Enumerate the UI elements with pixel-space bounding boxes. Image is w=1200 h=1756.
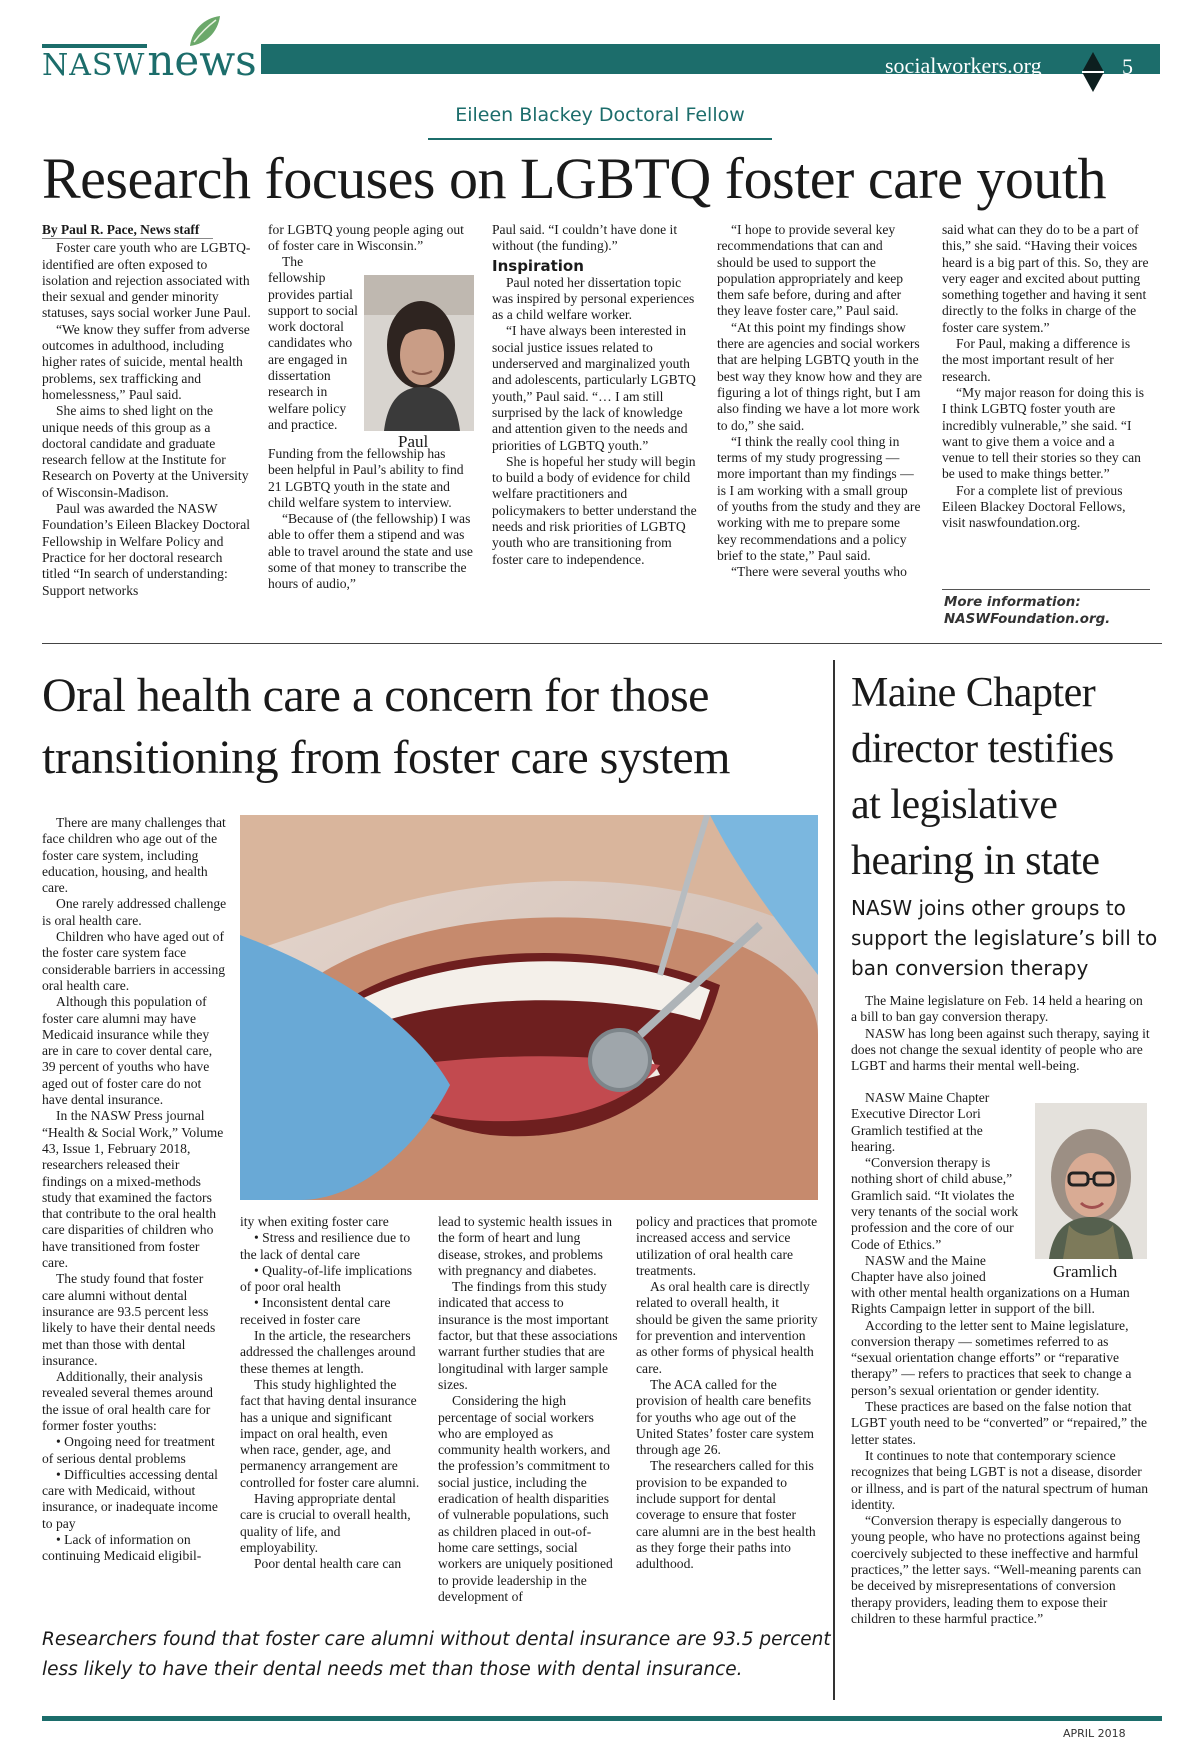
column-divider xyxy=(833,660,835,1700)
bullet-item: • Quality-of-life implications of poor oral health xyxy=(240,1262,413,1295)
footer-bar xyxy=(42,1716,1162,1721)
bullet-item: • Stress and resilience due to the lack of dental care xyxy=(240,1230,411,1262)
story1-column-1 xyxy=(42,222,252,599)
story2-headline-line1: Oral health care a concern for those xyxy=(42,669,709,722)
byline: By Paul R. Pace, News staff xyxy=(42,222,213,239)
section-divider xyxy=(42,643,1162,644)
paul-photo xyxy=(364,275,474,431)
kicker-rule xyxy=(428,138,772,140)
paragraph: “There were several youths who xyxy=(731,564,907,580)
deck-line: ban conversion therapy xyxy=(851,956,1089,980)
paragraph: Paul was awarded the NASW Foundation’s Eileen Blackey Doctoral Fellowship in Welfare Policy and Practice for her doctoral research titled “In search of understanding: Support networks xyxy=(42,501,251,598)
paragraph: For a complete list of previous Eileen Blackey Doctoral Fellows, visit naswfoundation.org. xyxy=(942,482,1126,531)
paragraph: “Because of (the fellowship) I was able to offer them a stipend and was able to travel around the state and use some of that money to transcribe the hours of audio,” xyxy=(268,511,473,592)
deck-line: NASW joins other groups to xyxy=(851,896,1126,920)
paragraph: She aims to shed light on the unique needs of this group as a doctoral candidate and graduate research fellow at the Institute for Research on Poverty at the University of Wisconsin-Madison. xyxy=(42,403,249,500)
story1-column-2-bottom xyxy=(268,446,473,593)
bullet-item: • Inconsistent dental care received in foster care xyxy=(240,1295,391,1327)
bullet-item: • Ongoing need for treatment of serious dental problems xyxy=(42,1434,215,1466)
story2-column-4 xyxy=(636,1214,818,1573)
nasw-news-logo[interactable] xyxy=(40,36,261,85)
logo-news-text: news xyxy=(147,36,260,85)
more-info-rule xyxy=(942,589,1150,590)
paragraph: NASW has long been against such therapy, saying it does not change the sexual identity of people who are LGBT and harms their mental well-being. xyxy=(851,1025,1150,1074)
paragraph: “At this point my findings show there are agencies and social workers that are helping LGBTQ youth in the best way they know how and they are figuring a lot of things right, but I am also finding we have a lot more work to do,” she said. xyxy=(717,319,922,433)
paragraph: In the NASW Press journal “Health & Social Work,” Volume 43, Issue 1, February 2018, researchers released their findings on a mixed-methods study that examined the factors that contribute to the oral health care disparities of children who have transitioned from foster care. xyxy=(42,1108,224,1271)
paragraph: There are many challenges that face children who age out of the foster care system, including education, housing, and health care. xyxy=(42,815,226,896)
story3-wrap xyxy=(851,1090,1027,1286)
story1-column-2-top xyxy=(268,222,473,255)
paragraph: Considering the high percentage of social workers who are employed as community health workers, and the profession’s commitment to social justice, including the eradication of health disparities of vulnerable populations, such as children placed in out-of-home care settings, social workers are uniquely positioned to provide leadership in the development of xyxy=(438,1393,613,1604)
paragraph: Paul noted her dissertation topic was inspired by personal experiences as a child welfare worker. xyxy=(492,274,695,323)
paragraph: Funding from the fellowship has been helpful in Paul’s ability to find 21 LGBTQ youth in the state and child welfare system to interview. xyxy=(268,446,464,510)
story3-headline-line: Maine Chapter xyxy=(851,670,1096,716)
story3-deck xyxy=(851,893,1161,983)
paragraph: Children who have aged out of the foster care system face considerable barriers in accessing oral health care. xyxy=(42,929,226,993)
page-number: 5 xyxy=(1122,54,1133,79)
deck-line: support the legislature’s bill to xyxy=(851,926,1158,950)
paragraph: For Paul, making a difference is the most important result of her research. xyxy=(942,336,1131,384)
paragraph: “I think the really cool thing in terms of my study progressing — more important than my findings — is I am working with a small group of youths from the study and they are working with me to prepare some key recommendations and a policy brief to the state,” Paul said. xyxy=(717,433,921,563)
more-info xyxy=(944,594,1152,628)
dental-photo xyxy=(240,815,818,1200)
paragraph: “We know they suffer from adverse outcomes in adulthood, including higher rates of suicide, mental health problems, sex trafficking and homelessness,” Paul said. xyxy=(42,321,250,402)
gramlich-photo xyxy=(1035,1103,1147,1259)
paragraph: Additionally, their analysis revealed several themes around the issue of oral health care for former foster youths: xyxy=(42,1369,213,1433)
paragraph: “I have always been interested in social justice issues related to underserved and marginalized youth and adolescents, particularly LGBTQ youth,” Paul said. “… I am still surprised by the lack of knowledge and attention given to the needs and priorities of LGBTQ youth.” xyxy=(492,323,696,453)
bullet-item: • Lack of information on continuing Medicaid eligibil- xyxy=(42,1532,202,1564)
paragraph: The study found that foster care alumni without dental insurance are 93.5 percent less likely to have their dental needs met than those with dental insurance. xyxy=(42,1271,216,1368)
paragraph: “Conversion therapy is nothing short of child abuse,” Gramlich said. “It violates the very tenants of the social work profession and the core of our Code of Ethics.” xyxy=(851,1155,1019,1252)
paragraph: said what can they do to be a part of this,” she said. “Having their voices heard is a big part of this. So, they are very eager and excited about putting something together and having it sent directly to the folks in charge of the foster care system.” xyxy=(942,222,1149,335)
issue-date: APRIL 2018 xyxy=(1063,1727,1126,1740)
story1-column-5 xyxy=(942,222,1150,532)
paragraph: According to the letter sent to Maine legislature, conversion therapy — sometimes referred to as “sexual orientation change efforts” or “reparative therapy” — refers to practices that seek to change a person’s sexual orientation or gender identity. xyxy=(851,1317,1132,1398)
bullet-item: • Difficulties accessing dental care with Medicaid, without insurance, or inadequate income to pay xyxy=(42,1466,218,1531)
paragraph: “Conversion therapy is especially dangerous to young people, who have no protections against being coercively subjected to these ineffective and harmful practices,” the letter says. “Well-meaning parents can be deceived by misrepresentations of conversion therapy providers, leading them to expose their children to these harmful practice.” xyxy=(851,1513,1142,1626)
paragraph: Although this population of foster care alumni may have Medicaid insurance while they are in care to cover dental care, 39 percent of youths who have aged out of foster care do not have dental insurance. xyxy=(42,994,213,1108)
paragraph: As oral health care is directly related to overall health, it should be given the same priority for prevention and intervention as other forms of physical health care. xyxy=(636,1279,818,1376)
paragraph: The findings from this study indicated that access to insurance is the most important factor, but that these associations warrant further studies that are longitudinal with larger sample sizes. xyxy=(438,1279,618,1392)
story3-body xyxy=(851,1285,1151,1627)
paragraph: NASW and the Maine Chapter have also joined xyxy=(851,1252,986,1285)
paragraph: Having appropriate dental care is crucial to overall health, quality of life, and employability. xyxy=(240,1491,411,1555)
paragraph: The fellowship provides partial support to social work doctoral candidates who are engaged in dissertation research in welfare policy and practice. xyxy=(268,254,358,432)
paragraph: lead to systemic health issues in the form of heart and lung disease, strokes, and problems with pregnancy and diabetes. xyxy=(438,1214,613,1278)
paragraph: The researchers called for this provision to be expanded to include support for dental coverage to ensure that foster care alumni are in the best health as they forge their paths into adulthood. xyxy=(636,1458,816,1572)
paragraph: In the article, the researchers addressed the challenges around these themes at length. xyxy=(240,1328,416,1376)
story1-column-3 xyxy=(492,222,697,568)
story1-column-4 xyxy=(717,222,922,581)
paragraph: policy and practices that promote increased access and service utilization of oral health care treatments. xyxy=(636,1214,818,1278)
story3-headline-line: director testifies xyxy=(851,726,1114,772)
subhead-inspiration: Inspiration xyxy=(492,256,584,275)
paul-photo-caption: Paul xyxy=(398,432,429,451)
paragraph: ity when exiting foster care xyxy=(240,1214,389,1229)
paragraph: NASW Maine Chapter Executive Director Lori Gramlich testified at the hearing. xyxy=(851,1090,990,1154)
story3-headline-line: at legislative xyxy=(851,782,1058,828)
story2-column-2 xyxy=(240,1214,420,1573)
paragraph: These practices are based on the false notion that LGBT youth need to be “converted” or “repaired,” the letter states. xyxy=(851,1399,1148,1447)
paragraph: Paul said. “I couldn’t have done it without (the funding).” xyxy=(492,222,678,254)
paragraph: with other mental health organizations on a Human Rights Campaign letter in support of the bill. xyxy=(851,1285,1130,1317)
story3-headline-line: hearing in state xyxy=(851,838,1100,884)
site-url[interactable]: socialworkers.org xyxy=(885,53,1042,78)
story3-lead xyxy=(851,993,1151,1074)
paragraph: It continues to note that contemporary science recognizes that being LGBT is not a disease, disorder or illness, and is part of the natural spectrum of human identity. xyxy=(851,1447,1149,1512)
paragraph: “I hope to provide several key recommendations that can and should be used to support the population appropriately and keep them safe before, during and after they leave foster care,” Paul said. xyxy=(717,222,904,319)
paragraph: Poor dental health care can xyxy=(254,1556,402,1572)
story1-headline: Research focuses on LGBTQ foster care youth xyxy=(42,146,1107,211)
paragraph: “My major reason for doing this is I think LGBTQ foster youth are incredibly vulnerable,” she said. “I want to give them a voice and a venue to tell their stories so they can be used to make things better.” xyxy=(942,384,1145,482)
story1-kicker: Eileen Blackey Doctoral Fellow xyxy=(455,104,745,126)
paragraph: The Maine legislature on Feb. 14 held a hearing on a bill to ban gay conversion therapy. xyxy=(851,993,1143,1025)
more-info-link[interactable]: NASWFoundation.org. xyxy=(944,612,1111,627)
paragraph: One rarely addressed challenge is oral health care. xyxy=(42,896,227,928)
story2-column-1 xyxy=(42,815,227,1565)
paragraph: for LGBTQ young people aging out of foster care in Wisconsin.” xyxy=(268,222,464,254)
pull-quote: Researchers found that foster care alumni without dental insurance are 93.5 percent less likely to have their dental needs met than those with dental insurance. xyxy=(42,1629,831,1680)
story3-headline xyxy=(851,665,1161,889)
logo-nasw-text: NASW xyxy=(42,48,146,83)
gramlich-photo-caption: Gramlich xyxy=(1053,1262,1118,1281)
story2-column-3 xyxy=(438,1214,618,1605)
paragraph: The ACA called for the provision of health care benefits for youths who age out of the United States’ foster care system through age 26. xyxy=(636,1376,814,1458)
diamond-icon xyxy=(1082,52,1104,92)
paragraph: This study highlighted the fact that having dental insurance has a unique and significant impact on oral health, even when race, gender, age, and permanency arrangement are controlled for foster care alumni. xyxy=(240,1376,420,1490)
story2-headline xyxy=(42,665,832,789)
leaf-icon xyxy=(184,12,224,52)
story2-headline-line2: transitioning from foster care system xyxy=(42,731,730,784)
more-info-label: More information: xyxy=(944,595,1081,610)
paragraph: Foster care youth who are LGBTQ-identified are often exposed to isolation and rejection associated with their sexual and gender minority statuses, says social worker June Paul. xyxy=(42,240,251,321)
story1-column-2-wrap xyxy=(268,254,358,433)
paragraph: She is hopeful her study will begin to build a body of evidence for child welfare practitioners and policymakers to better understand the needs and risk priorities of LGBTQ youth who are transitioning from foster care to independence. xyxy=(492,453,697,567)
